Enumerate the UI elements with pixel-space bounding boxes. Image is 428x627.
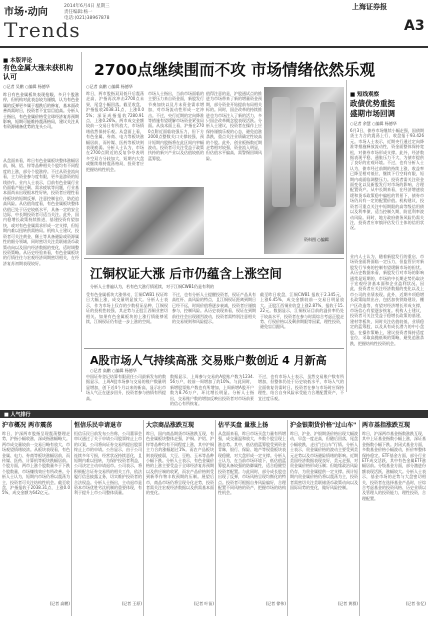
left-byline: ○记者 吴鹏 ○编辑 杨德华 bbox=[3, 84, 50, 89]
left-lead: 昨日有色金属板块表现抢眼，多只个股涨停，但机构对此表态较为谨慎，认为有色金属的反弹更多属于超跌后的修复，基本面改善尚需时日，投资者不宜盲目追高。分析人士指出，有色金属价格受全球经济复苏预期影响，短期可能维持震荡格局，建议关注具有资源储备优势的龙头公司。 bbox=[3, 92, 79, 130]
strip-col-2 bbox=[146, 420, 214, 616]
third-story-rule bbox=[84, 348, 344, 349]
right-column-divider bbox=[346, 80, 347, 392]
strip-divider-4 bbox=[287, 420, 288, 616]
strip-footer: (记者 黄群) bbox=[337, 601, 358, 606]
photo-tower-3 bbox=[320, 102, 336, 207]
industrial-photo bbox=[264, 87, 344, 254]
strip-body: 昨日，沪金、沪银期货价格出现大幅波动，早盘一度走高，但随后回落，尾盘小幅收跌，走出"过山车"行情。分析人士表示，贵金属价格的波动主要受到美元走势以及市场避险情绪的影响。近期美国经济数据表现良好，美元走强，对贵金属价格形成压制；但地缘政治风险仍存，为贵金属提供一定支撑。预计短期内贵金属价格仍将以震荡为主，投资者需密切关注美联储货币政策动向以及国际局势的变化，做好风险控制。 bbox=[290, 431, 358, 491]
strip-divider-2 bbox=[143, 420, 144, 616]
main-byline: ○记者 高鹏 ○编辑 杨德华 bbox=[86, 84, 133, 89]
second-col3: 截至昨日收盘，江铜CWB1 报收于2.345元，上涨6.45%，成交金额较前一交易日明显放大。正股江西铜业收盘上涨2.87%，报收于15.22元。数据显示，江铜权证目前的溢价率仍处于较高水平，投资者在参与时需综合考虑正股走势、行权价格以及剩余期限等因素，理性投资，避免盲目跟风。 bbox=[260, 292, 344, 330]
strip-col-3 bbox=[218, 420, 286, 616]
strip-col-1 bbox=[74, 420, 142, 616]
market-photo bbox=[86, 187, 204, 255]
bottom-banner-label: ■ 人气排行 bbox=[4, 412, 31, 418]
main-col2: 市场人士指出，当前市场面临的主要压力来自资金面，新股发行节奏加快以及月末资金需求增加，对市场流动性形成一定冲击。不过，央行近期的定向降准等措施有望缓解市场资金紧张局面。从技术面上看，沪指在2700点附近面临较强压力，但下方2000点整数关口支撑较强，预计短期内股指将在此区间内窄幅波动。投资者可关注受益于政策扶持的新兴产业以及估值较低的蓝筹股。 bbox=[148, 91, 204, 161]
strip-title: 大宗商品涨跌互现 bbox=[146, 422, 195, 429]
second-headline: 江铜权证大涨 后市仍蕴含上涨空间 bbox=[90, 266, 282, 281]
strip-col-4 bbox=[290, 420, 358, 616]
third-headline: A股市场人气持续高涨 交易账户数创近 4 月新高 bbox=[90, 354, 327, 367]
right-tag: ■ 短线观察 bbox=[350, 92, 380, 98]
strip-body: 昨日，国内商品期货市场涨跌互现，有色金属板块整体走强，沪铜、沪铝、沪锌等品种均有不同程度上涨，其中沪铜主力合约涨幅超过1%。而农产品板块则表现疲弱，大豆、豆粕、玉米等品种小幅下跌。分析人士表示，有色金属价格的上涨主要受益于全球经济复苏预期以及供应端的收紧，而农产品价格则受到新季作物丰收预期的压制。展望后市，商品市场仍将呈现分化走势，投资者需关注宏观经济数据以及供需基本面的变化。 bbox=[146, 431, 214, 496]
photo-tower-1 bbox=[272, 97, 290, 207]
right-body: 6月3日，债券市场继续小幅走强，国债期货主力合约震荡上行，收盘报于93.426元。市场人士表示，近期央行通过定向降准等措施释放流动性，资金面整体保持宽松，对债券市场形成支撑。此外，经济数据表现平稳，通胀压力不大，为债市提供了良好的宏观环境。不过，也有分析人士认为，债市经过前期的持续上涨，收益率已降至相对低位，继续下行空间有限，短期内或面临调整压力。投资者需关注资金面变化以及新股发行对市场的影响，合理配置资产。从中长期来看，在经济增速放缓和货币政策稳中偏松的背景下，债券市场仍具有一定的配置价值。机构建议，投资者可重点关注中短期限的高等级信用债以及利率债，适当控制久期，防范利率波动风险。同时，地方政府债务风险仍需关注，投资者应审慎评估发行主体的信用状况。 bbox=[350, 128, 424, 231]
main-col3: 值得注意的是，沪股通试点的推进为市场带来了新的增量资金预期，部分资金开始提前布局相关标的。同时，国企改革的持续推进也为市场注入了新的活力，多只国企改革概念股表现活跃。分析人士建议，投资者在操作上应保持谨慎乐观的心态，避免追涨杀跌，重点关注业绩确定性较高的个股。此外，创业板指数近期走势相对较强，资金流入明显，但估值水平偏高，需警惕回调风险。 bbox=[206, 91, 262, 161]
second-col2: 不过，也有分析人士提醒投资者，权证产品具有高杠杆、高风险的特点，且江铜权证距离到期日已经不远，时间价值将逐步衰减，投资者应谨慎参与，控制风险。从历史表现来看，权证在到期前往往会出现剧烈波动，投资者需特别注意相关的交易规则和风险提示。 bbox=[172, 292, 256, 325]
strip-col-0 bbox=[2, 420, 70, 616]
section-title: 市场·动向 bbox=[4, 7, 48, 18]
strip-footer: (记者 高鹏) bbox=[49, 601, 70, 606]
main-headline: 2700点继续围而不攻 市场情绪依然乐观 bbox=[94, 61, 376, 79]
left-tag: ■ 本版评论 bbox=[3, 58, 33, 64]
strip-divider-5 bbox=[359, 420, 360, 616]
strip-divider-3 bbox=[215, 420, 216, 616]
strip-footer: (记者 徐伟) bbox=[265, 601, 286, 606]
masthead-divider bbox=[0, 46, 428, 48]
main-col1: 昨日，两市股指双双低开后震荡走高，沪指再次冲击2700点未果，尾盘小幅回落。截至收盘，沪指报收2038.31点，上涨0.05%；深证成指报收7280.91点，上涨0.26%。两市成交金额较前一交易日有所放大，市场情绪依然保持乐观。从盘面上看，有色金属、券商、电力等板块涨幅居前，而传媒、医药等板块则表现疲弱。分析人士认为，市场在2700点附近的反复争夺表明多空双方分歧加大，短期内大盘或继续维持震荡格局，投资者应把握结构性机会。 bbox=[86, 91, 144, 172]
second-story-rule bbox=[84, 258, 344, 259]
strip-body: 昨日，沪深两市基金指数涨跌互现，其中上证基金指数小幅上涨，深证基金指数小幅下跌。封闭式基金方面，多数基金价格小幅波动，折价率整体保持稳定。ETF基金方面，部分行业ETF成交活跃，其中有色金属ETF涨幅居前。分级基金方面，部分激进份额表现活跃，涨幅较大。分析人士表示，基金市场的走势与大盘密切相关，投资者在选择基金产品时，应综合考虑基金的投资风格、历史业绩以及管理人的投资能力，理性投资，合理配置。 bbox=[362, 431, 426, 501]
third-col2: 数据显示，上周参与交易的A股账户数为1234.56万户，较前一周增加了约10%。与此同时，新增股票账户数也有所增加，上周新增A股开户数为8.76万户，环比增长明显。分析人士指出，交易账户数的增加反映出投资者对市场前景的信心有所恢复。 bbox=[170, 374, 254, 406]
bottom-banner-bar bbox=[0, 410, 428, 418]
strip-title: 估平买盘 量涨上扬 bbox=[218, 422, 269, 429]
strip-footer: (记者 叶苗) bbox=[193, 601, 214, 606]
strip-body: 昨日，沪深两市股指呈现震荡整理走势，沪指小幅收涨，深成指涨幅略大。两市成交量较前一交易日略有放大，市场观望情绪较浓。从板块表现看，有色金属、电力、券商等板块涨幅居前，而传媒、医药、计算机等板块跌幅居前。个股方面，两市上涨个股数量多于下跌个股数量，市场赚钱效应有所改善。分析人士认为，短期内市场仍将以震荡为主，投资者可关注结构性机会。截至收盘，沪指报收于2038.31点，上涨0.05%，成交金额为642亿元。 bbox=[2, 431, 70, 496]
strip-title: 沪市概况 两市震荡 bbox=[2, 422, 53, 429]
strip-title: 两市基指涨跌互现 bbox=[362, 422, 411, 429]
page-number: A3 bbox=[404, 18, 425, 34]
issue-date: 2014年6月4日 星期三 责任编辑:杨一 电话:(021)38967878 bbox=[64, 4, 110, 21]
paper-name: 上海证券报 bbox=[352, 3, 387, 11]
left-body: 从盘面来看，昨日有色金属板块整体涨幅居前，铜、铝、锌等品种相关个股均有不同程度的上涨，部分个股涨停。不过从资金流向看，主力资金参与度有限，更多是游资的短线炒作。业内人士表示，目前有色金属行业仍面临产能过剩、需求疲软等问题，行业基本面尚未出现根本性好转，投资者应理性看待板块的短期反弹，注意控制仓位，防范追高风险。从估值角度看，有色金属板块整体估值已处于历史较低水平，具备一定的安全边际，中长期投资者可适当关注。此外，国内稳增长政策持续推进，基建投资有望加快，或对有色金属需求形成一定支撑，但短期内难以扭转供需格局。机构人士建议，投资者可关注黄金、稀土等具备避险或资源属性的细分领域，同时密切关注美联储货币政策动向以及国内经济数据的变化，适时调整投资策略。从历史经验来看，有色金属板块的行情往往与宏观经济周期密切相关，在经济复苏初期表现较好。 bbox=[3, 158, 79, 266]
right-title: 政债优势重挺 盛期市场回调 bbox=[350, 99, 395, 118]
bottom-strip bbox=[0, 420, 428, 616]
strip-title: 恒信乐民申请退市 bbox=[74, 422, 123, 429]
third-col1: 中国证券登记结算有限责任公司最新发布的数据显示，上周A股市场参与交易的账户数量明显增加，创下近4个月以来的新高，显示出市场人气正在逐步回升，投资者参与热情有所提高。 bbox=[86, 374, 166, 401]
strip-body: 恒信乐民日前发布公告称，公司董事会审议通过了关于申请公司股票终止上市的议案，公司将向证券交易所提出股票终止上市的申请。公告显示，由于公司连续多年亏损，经营状况持续恶化，且短期内难以扭转，为保护投资者利益，公司决定主动申请退市。公司表示，将积极配合证券交易所的相关工作，依法履行信息披露义务，切实维护投资者的合法权益。分析人士指出，主动退市是资本市场优胜劣汰机制的重要体现，有利于提升上市公司整体质量。 bbox=[74, 431, 142, 496]
left-title: 有色金属大涨未获机构认可 bbox=[3, 64, 73, 81]
third-byline: ○记者 高鹏 ○编辑 杨德华 bbox=[90, 368, 137, 373]
photo-caption: 资料图 ○编辑 bbox=[304, 237, 329, 242]
left-column-divider bbox=[81, 52, 82, 392]
right-lower-body: 业内人士认为，随着新股发行的重启，市场资金面将面临一定压力，但监管层对新股发行节奏的控制有望缓解市场的担忧。从历史数据来看，新股发行对市场的影响通常是短期的，市场的中长期走势仍取决于宏观经济基本面和企业盈利状况。因此，投资者应关注经济数据的变化以及上市公司的业绩表现。此外，近期多项稳增长政策陆续出台，包括加快铁路建设、棚户区改造等，有望对经济增长形成支撑，市场信心有望逐步恢复。机构人士建议，投资者可关注受益于稳增长政策的基建、建材等板块，同时关注估值较低、业绩稳定的蓝筹股，以及具有成长潜力的中小盘股。在操作策略上，建议投资者保持适度仓位，采取高抛低吸的策略，避免追涨杀跌，把握结构性投资机会。 bbox=[350, 254, 424, 346]
photo-tower-2 bbox=[296, 107, 314, 207]
second-col1: 受有色金属板块大涨带动，江铜CWB1 权证昨日大幅上涨，成交量明显放大。分析人士表示，作为市场上仅存的少数权证品种，江铜权证的投机性较强，其走势与正股江西铜业密切相关。如果有色金属板块的上涨行情能够延续，江铜权证仍有进一步上涨的空间。 bbox=[86, 292, 168, 325]
section-title-en: Trends bbox=[4, 18, 81, 42]
masthead bbox=[0, 0, 428, 48]
third-col3: 不过，也有市场人士表示，虽然交易账户数有所增加，但整体仍处于历史较低水平，市场人气的全面恢复仍需时日。投资者在参与市场时应保持理性，结合自身风险承受能力合理配置资产，不宜过度乐观。 bbox=[258, 374, 344, 401]
strip-footer: (记者 王原) bbox=[121, 601, 142, 606]
right-byline: ○记者 余慧 ○编辑 杨德华 bbox=[350, 121, 397, 126]
strip-divider-1 bbox=[71, 420, 72, 616]
strip-col-5 bbox=[362, 420, 426, 616]
strip-body: 从盘面来看，昨日市场买盘力量有所增强，成交量温和放大，多数个股呈现上涨态势。其中，低估值蓝筹股受到资金青睐，银行、保险、地产等权重板块表现稳健，对大盘形成一定支撑。分析人士认为，在当前市场环境下，低估值蓝筹股具备较强的防御属性，适合稳健型投资者配置。与此同时，部分成长股也出现了反弹，市场风格呈现均衡化的特点。投资者可根据自身风险偏好，合理配置不同风格的资产，把握市场的结构性机会。 bbox=[218, 431, 286, 496]
second-subhead: 分析人士普遍认为，若有色大涨行情延续，对于江铜CWB1仍是有利的 bbox=[90, 284, 215, 289]
strip-title: 沪金银期货价格"过山车" bbox=[290, 422, 357, 429]
strip-footer: (记者 张忆) bbox=[405, 601, 426, 606]
